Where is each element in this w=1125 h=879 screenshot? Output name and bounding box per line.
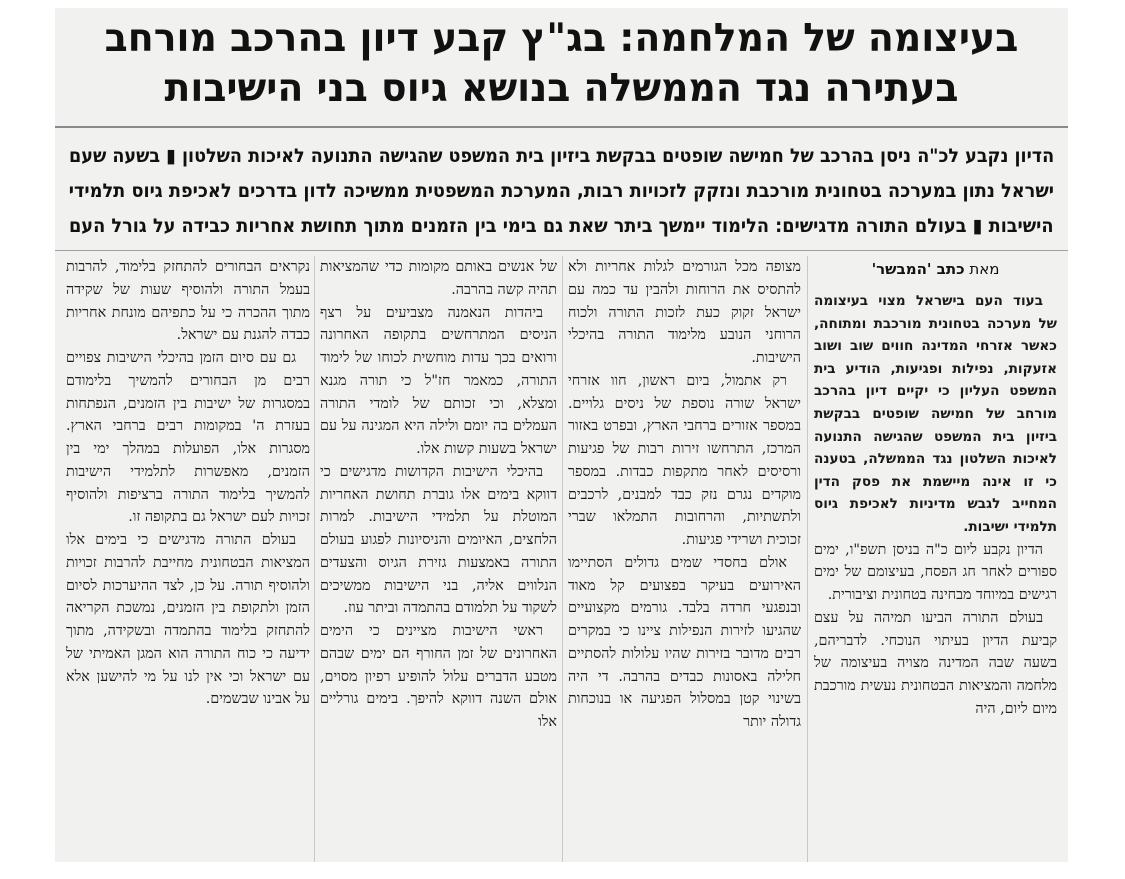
lead-paragraph: בעוד העם בישראל מצוי בעיצומה של מערכה בטחונית מורכבת ומתוחה, כאשר אזרחי המדינה חווים שוב ושוב אזעקות, נפילות ופגיעות, הודיע בית המשפט העליון כי יקיים דיון בהרכב מורחב של חמישה שופטים בבקשת ביזיון בית המשפט שהגישה התנועה לאיכות השלטון נגד הממשלה, בטענה כי זו אינה מיישמת את פסק הדין המחייב לגבש מדיניות לאכיפת גיוס תלמידי ישיבות. bbox=[814, 293, 1057, 535]
paragraph: של אנשים באותם מקומות כדי שהמציאות תהיה קשה בהרבה. bbox=[320, 259, 557, 298]
subheadline-line-3: הישיבות ▮ בעולם התורה מדגישים: הלימוד יימשך ביתר שאת גם בימי בין הזמנים מתוך תחושת אחריות כבידה על גורל העם bbox=[69, 215, 1054, 237]
article-column-1 bbox=[814, 256, 1057, 862]
paragraph: גם עם סיום הזמן בהיכלי הישיבות צפויים רבים מן הבחורים להמשיך בלימודם במסגרות של ישיבות בין הזמנים, הנפתחות בעזרת ה' במקומות רבים ברחבי הארץ. מסגרות אלו, הפועלות במהלך ימי בין הזמנים, מאפשרות לתלמידי הישיבות להמשיך בלימוד התורה ברציפות ולהוסיף זכויות לעם ישראל גם בתקופה זו. bbox=[66, 350, 310, 526]
subheadline bbox=[55, 132, 1068, 251]
article-column-2 bbox=[568, 256, 801, 862]
column-divider bbox=[314, 256, 315, 862]
byline bbox=[814, 256, 1057, 282]
headline-line-1: בעיצומה של המלחמה: בג"ץ קבע דיון בהרכב מורחב bbox=[104, 16, 1019, 61]
paragraph: בעולם התורה הביעו תמיהה על עצם קביעת הדיון בעיתוי הנוכחי. לדבריהם, בשעה שבה המדינה מצויה בעיצומה של מלחמה והמציאות הבטחונית נעשית מורכבת מיום ליום, היה bbox=[814, 609, 1057, 717]
subheadline-line-2: ישראל נתון במערכה בטחונית מורכבת ונזקק לזכויות רבות, המערכת המשפטית ממשיכה לדון בדרכים לאכיפת גיוס תלמידי bbox=[68, 180, 1054, 202]
column-divider bbox=[807, 256, 808, 862]
paragraph: הדיון נקבע ליום כ"ה בניסן תשפ"ו, ימים ספורים לאחר חג הפסח, בעיצומם של ימים רגישים במיוחד מבחינה בטחונית וציבורית. bbox=[814, 541, 1057, 604]
paragraph: בעולם התורה מדגישים כי בימים אלו המציאות הבטחונית מחייבת להרבות זכויות ולהוסיף תורה. על כן, לצד ההיערכות לסיום הזמן ולתקופת בין הזמנים, נמשכת הקריאה להתחזק בלימוד בהתמדה ובשקידה, מתוך ידיעה כי כוח התורה הוא המגן האמיתי של עם ישראל וכי אין לנו על מי להישען אלא על אבינו שבשמים. bbox=[66, 532, 310, 708]
paragraph: ראשי הישיבות מציינים כי הימים האחרונים של זמן החורף הם ימים שבהם מטבע הדברים עלול להופיע רפיון מסוים, אולם השנה דווקא להיפך. בימים גורליים אלו bbox=[320, 623, 557, 730]
newspaper-page bbox=[55, 8, 1068, 862]
headline bbox=[55, 8, 1068, 128]
paragraph: אולם בחסדי שמים גדולים הסתיימו האירועים בעיקר בפצועים קל מאוד ובנפגעי חרדה בלבד. גורמים מקצועיים שהגיעו לזירות הנפילות ציינו כי במקרים רבים מדובר בזירות שהיו עלולות להסתיים חלילה באסונות כבדים בהרבה. די היה בשינוי קטן במסלול הפגיעה או בנוכחות גדולה יותר bbox=[568, 554, 801, 730]
article-column-4 bbox=[66, 256, 310, 862]
paragraph: רק אתמול, ביום ראשון, חוו אזרחי ישראל שורה נוספת של ניסים גלויים. במספר אזורים ברחבי הארץ, ובפרט באזור המרכז, התרחשו זירות רבות של פגיעות ורסיסים לאחר מתקפות כבדות. במספר מוקדים נגרם נזק כבד למבנים, לרכבים ולתשתיות, והרחובות התמלאו שברי זכוכית ושרידי פגיעות. bbox=[568, 372, 801, 548]
paragraph: ביהדות הנאמנה מצביעים על רצף הניסים המתרחשים בתקופה האחרונה ורואים בכך עדות מוחשית לכוחו של לימוד התורה, כמאמר חז"ל כי תורה מגנא ומצלא, וכי זכותם של לומדי התורה העמלים בה יומם ולילה היא המגינה על עם ישראל בשעות קשות אלו. bbox=[320, 304, 557, 457]
headline-line-2: בעתירה נגד הממשלה בנושא גיוס בני הישיבות bbox=[164, 66, 959, 111]
column-divider bbox=[562, 256, 563, 862]
subheadline-line-1: הדיון נקבע לכ"ה ניסן בהרכב של חמישה שופטים בבקשת ביזיון בית המשפט שהגישה התנועה לאיכות השלטון ▮ בשעה שעם bbox=[68, 145, 1054, 167]
paragraph: בהיכלי הישיבות הקדושות מדגישים כי דווקא בימים אלו גוברת תחושת האחריות המוטלת על תלמידי הישיבות. למרות הלחצים, האיומים והניסיונות לפגוע בעולם התורה באמצעות גזירת הגיוס והצעדים הנלווים אליה, בני הישיבות ממשיכים לשקוד על תלמודם בהתמדה וביתר עוז. bbox=[320, 463, 557, 617]
paragraph: נקראים הבחורים להתחזק בלימוד, להרבות בעמל התורה ולהוסיף שעות של שקידה מתוך ההכרה כי על כתפיהם מונחת אחריות כבדה להגנת עם ישראל. bbox=[66, 259, 310, 344]
byline-prefix: מאת bbox=[969, 260, 1000, 278]
paragraph: מצופה מכל הגורמים לגלות אחריות ולא להתסיס את הרוחות ולהבין עד כמה עם ישראל זקוק כעת לזכות התורה ולכוח הרוחני הנובע מלימוד התורה בהיכלי הישיבות. bbox=[568, 259, 801, 366]
article-column-3 bbox=[320, 256, 557, 862]
article-columns bbox=[55, 256, 1068, 862]
byline-author: כתב 'המבשר' bbox=[871, 260, 965, 278]
